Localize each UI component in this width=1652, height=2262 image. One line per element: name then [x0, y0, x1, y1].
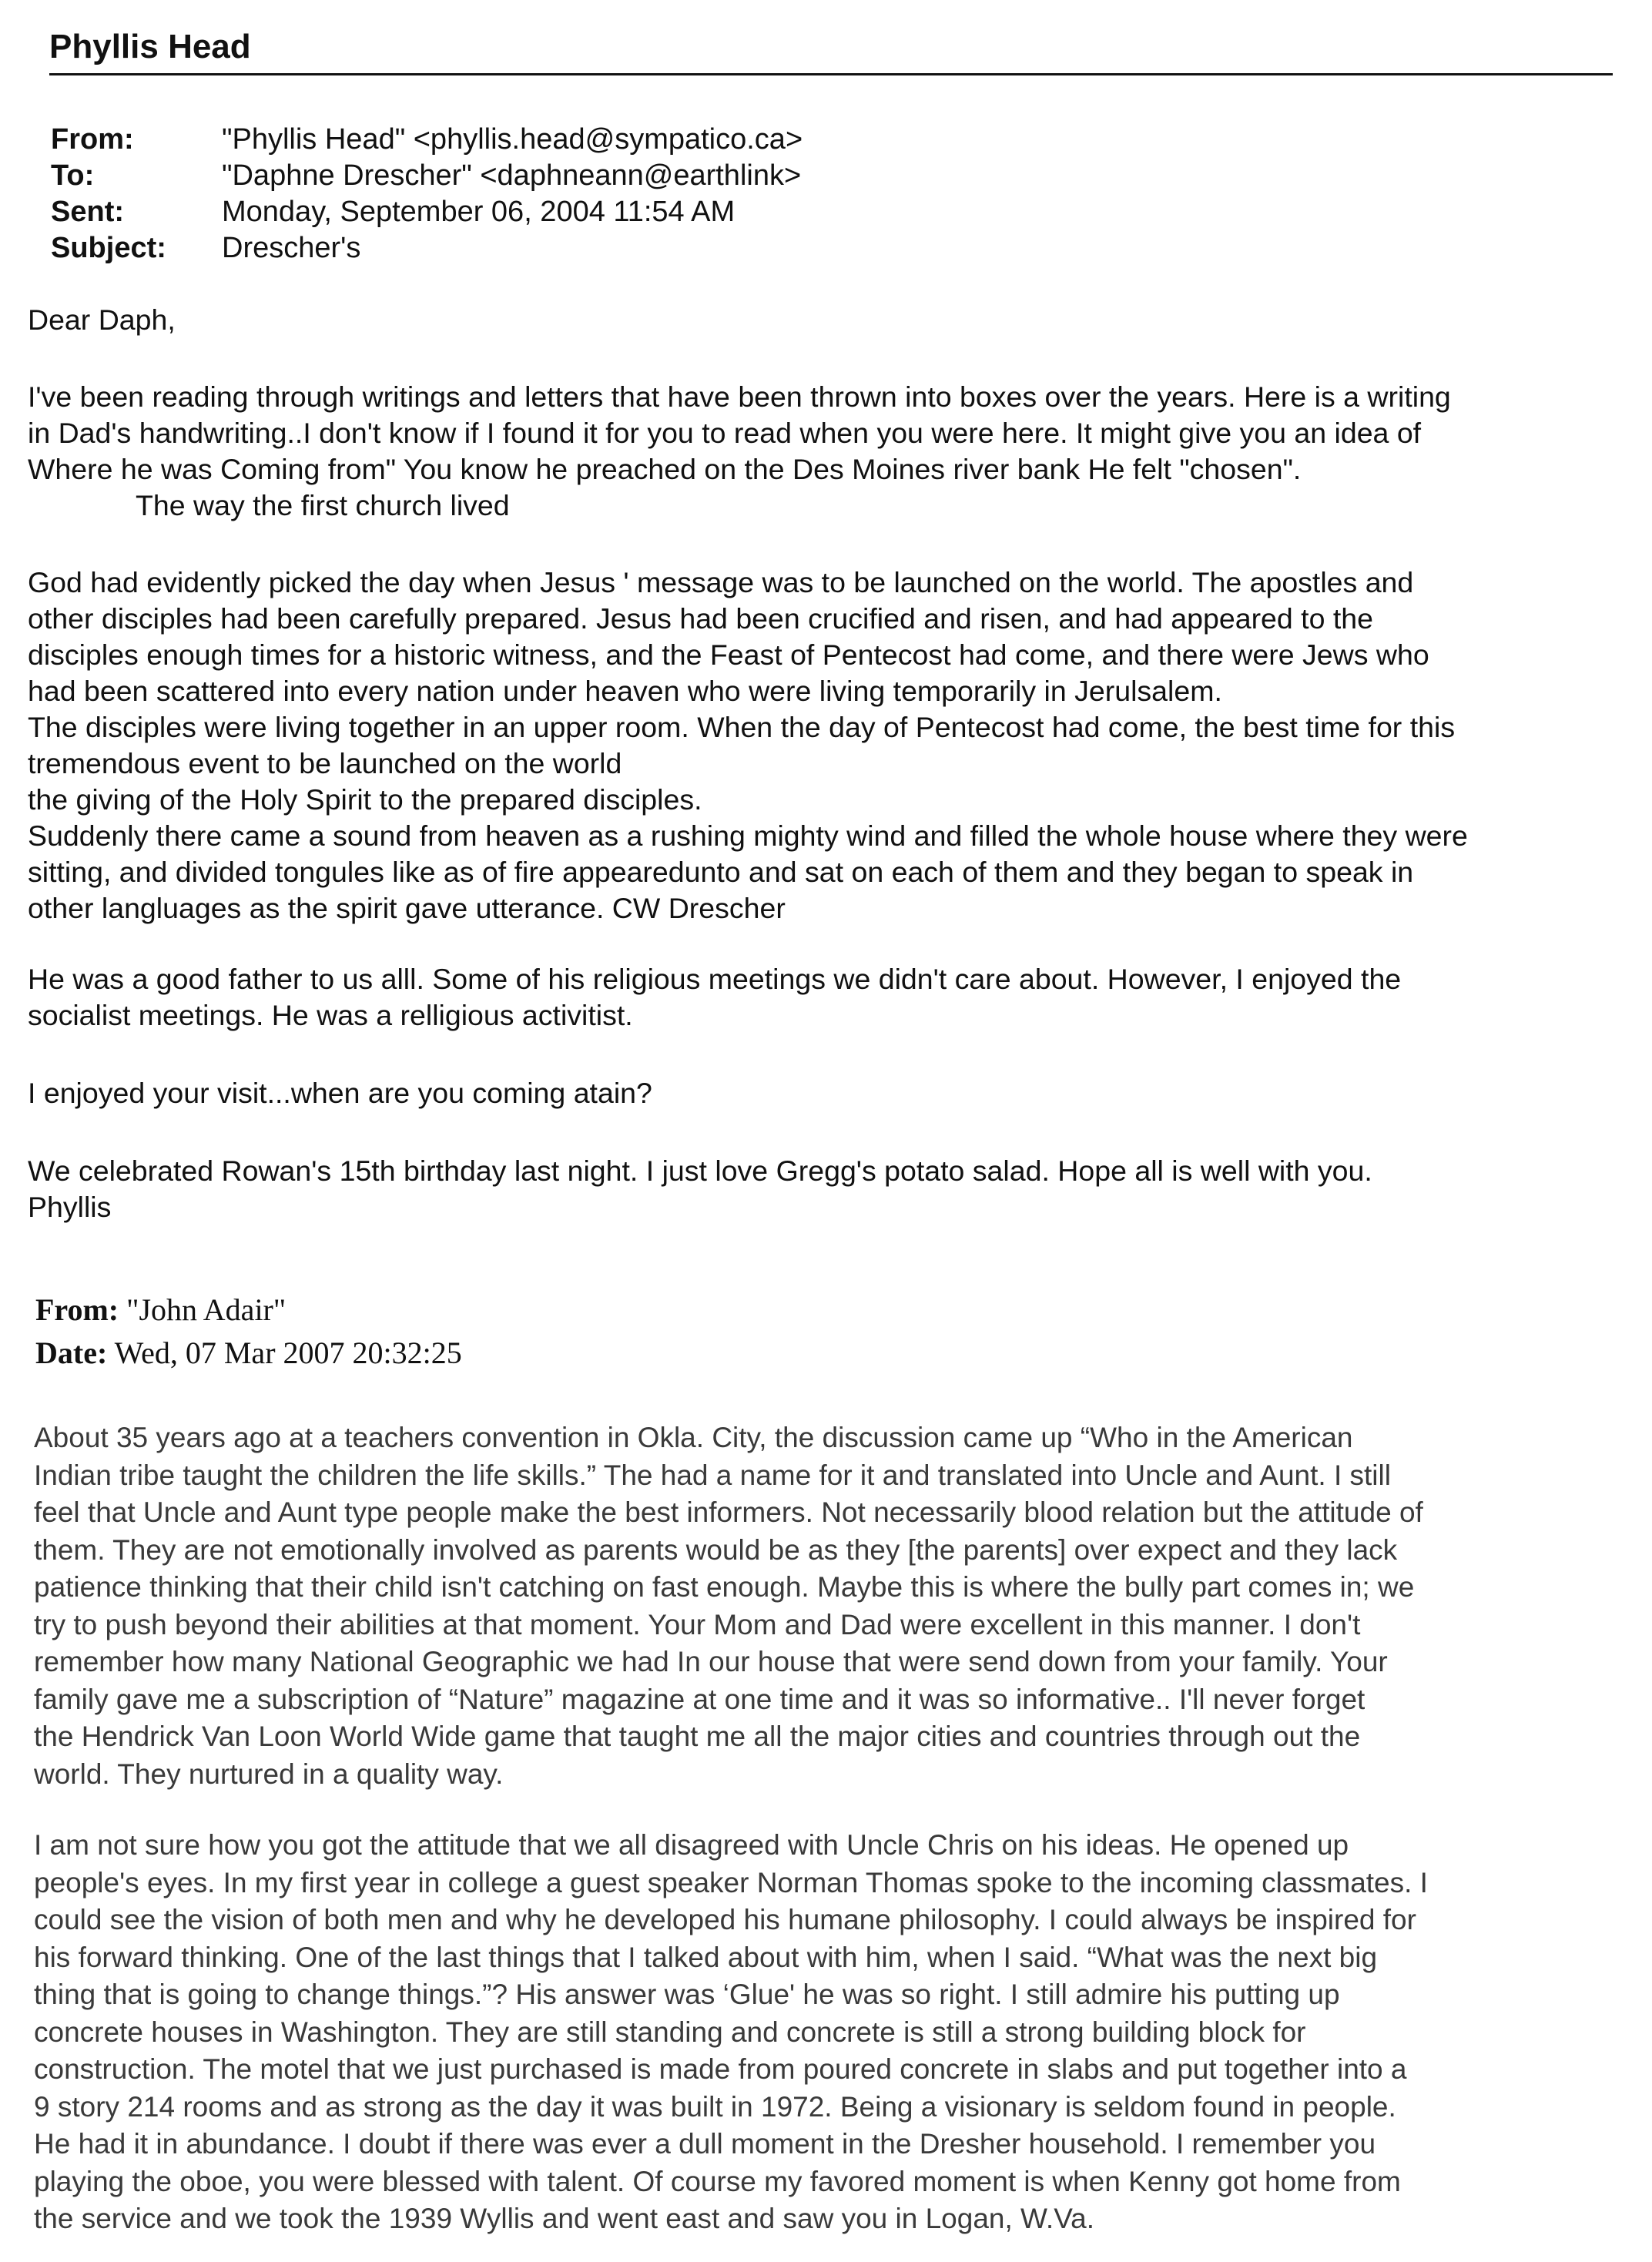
- header-label: From:: [51, 123, 134, 156]
- header-label: To:: [51, 159, 95, 192]
- text-line: playing the oboe, you were blessed with talent. Of course my favored moment is when Kenny got home from: [34, 2165, 1401, 2197]
- signature-name: Phyllis: [28, 1191, 112, 1223]
- header-to: [51, 158, 803, 194]
- text-line: construction. The motel that we just purchased is made from poured concrete in slabs and put together into a: [34, 2053, 1407, 2085]
- text-line: try to push beyond their abilities at that moment. Your Mom and Dad were excellent in this manner. I don't: [34, 1608, 1361, 1640]
- text-line: world. They nurtured in a quality way.: [34, 1758, 504, 1790]
- text-line: other langluages as the spirit gave utterance. CW Drescher: [28, 892, 786, 924]
- text-line: The way the first church lived: [136, 489, 510, 521]
- text-line: in Dad's handwriting..I don't know if I found it for you to read when you were here. It might give you an idea of: [28, 417, 1422, 449]
- text-line: About 35 years ago at a teachers convention in Okla. City, the discussion came up “Who in the American: [34, 1422, 1353, 1453]
- from-label: From:: [35, 1292, 119, 1327]
- title-underline: [49, 73, 1613, 75]
- email1-paragraph-4: I enjoyed your visit...when are you coming atain?: [28, 1077, 652, 1109]
- header-label: Sent:: [51, 196, 124, 228]
- text-line: He was a good father to us alll. Some of his religious meetings we didn't care about. However, I enjoyed the: [28, 963, 1402, 995]
- email1-paragraph-3: [28, 961, 1637, 1034]
- email2-from: [35, 1288, 286, 1332]
- text-line: the giving of the Holy Spirit to the prepared disciples.: [28, 783, 702, 816]
- text-line: other disciples had been carefully prepared. Jesus had been crucified and risen, and had appeared to the: [28, 602, 1374, 635]
- page-title: Phyllis Head: [49, 28, 251, 65]
- text-line: Indian tribe taught the children the life skills.” The had a name for it and translated into Uncle and Aunt. I still: [34, 1459, 1391, 1491]
- text-line: God had evidently picked the day when Jesus ' message was to be launched on the world. The apostles and: [28, 566, 1414, 598]
- email2-paragraph-2: [34, 1827, 1644, 2238]
- text-line: people's eyes. In my first year in college a guest speaker Norman Thomas spoke to the incoming classmates. I: [34, 1866, 1428, 1898]
- text-line: We celebrated Rowan's 15th birthday last night. I just love Gregg's potato salad. Hope all is well with you.: [28, 1154, 1372, 1187]
- text-line: Where he was Coming from" You know he preached on the Des Moines river bank He felt "chosen".: [28, 453, 1302, 485]
- email2-date: [35, 1331, 462, 1376]
- text-line: feel that Uncle and Aunt type people make the best informers. Not necessarily blood relation but the attitude of: [34, 1496, 1423, 1528]
- header-subject: [51, 230, 803, 266]
- text-line: patience thinking that their child isn't catching on fast enough. Maybe this is where the bully part comes in; we: [34, 1571, 1415, 1603]
- date-value: Wed, 07 Mar 2007 20:32:25: [114, 1335, 462, 1370]
- text-line: his forward thinking. One of the last things that I talked about with him, when I said. “What was the next big: [34, 1941, 1378, 1973]
- header-value: "Phyllis Head" <phyllis.head@sympatico.ca>: [222, 123, 803, 156]
- text-line: I am not sure how you got the attitude that we all disagreed with Uncle Chris on his ideas. He opened up: [34, 1829, 1349, 1861]
- email1-paragraph-5: [28, 1153, 1637, 1225]
- text-line: had been scattered into every nation under heaven who were living temporarily in Jerulsalem.: [28, 675, 1222, 707]
- email1-paragraph-2: [28, 565, 1637, 927]
- email1-paragraph-1: [28, 379, 1637, 524]
- text-line: socialist meetings. He was a relligious activitist.: [28, 999, 633, 1031]
- greeting: Dear Daph,: [28, 303, 176, 336]
- header-value: "Daphne Drescher" <daphneann@earthlink>: [222, 159, 802, 192]
- header-value: Drescher's: [222, 232, 361, 264]
- text-line: remember how many National Geographic we had In our house that were send down from your family. Your: [34, 1646, 1388, 1677]
- header-from: [51, 122, 803, 158]
- text-line: I've been reading through writings and letters that have been thrown into boxes over the years. Here is a writing: [28, 380, 1451, 413]
- text-line: sitting, and divided tongules like as of fire appearedunto and sat on each of them and they began to speak in: [28, 856, 1414, 888]
- text-line: the Hendrick Van Loon World Wide game that taught me all the major cities and countries through out the: [34, 1721, 1361, 1752]
- text-line: tremendous event to be launched on the world: [28, 747, 622, 779]
- header-label: Subject:: [51, 232, 166, 264]
- text-line: the service and we took the 1939 Wyllis and went east and saw you in Logan, W.Va.: [34, 2203, 1095, 2234]
- email1-headers: [51, 122, 803, 266]
- text-line: Suddenly there came a sound from heaven as a rushing mighty wind and filled the whole house where they were: [28, 819, 1468, 852]
- text-line: The disciples were living together in an upper room. When the day of Pentecost had come, the best time for this: [28, 711, 1456, 743]
- text-line: could see the vision of both men and why he developed his humane philosophy. I could always be inspired for: [34, 1904, 1416, 1935]
- text-line: thing that is going to change things.”? His answer was ‘Glue' he was so right. I still admire his putting up: [34, 1979, 1340, 2010]
- header-value: Monday, September 06, 2004 11:54 AM: [222, 196, 736, 228]
- date-label: Date:: [35, 1335, 108, 1370]
- text-line: disciples enough times for a historic witness, and the Feast of Pentecost had come, and there were Jews who: [28, 638, 1429, 671]
- text-line: He had it in abundance. I doubt if there was ever a dull moment in the Dresher household. I remember you: [34, 2128, 1376, 2160]
- text-line: 9 story 214 rooms and as strong as the day it was built in 1972. Being a visionary is seldom found in people.: [34, 2090, 1396, 2123]
- email2-paragraph-1: [34, 1419, 1644, 1793]
- text-line: them. They are not emotionally involved as parents would be as they [the parents] over expect and they lack: [34, 1533, 1398, 1566]
- from-value: "John Adair": [126, 1292, 287, 1327]
- text-line: concrete houses in Washington. They are still standing and concrete is still a strong building block for: [34, 2016, 1306, 2048]
- header-sent: [51, 194, 803, 230]
- text-line: family gave me a subscription of “Nature” magazine at one time and it was so informative.. I'll never forget: [34, 1683, 1365, 1715]
